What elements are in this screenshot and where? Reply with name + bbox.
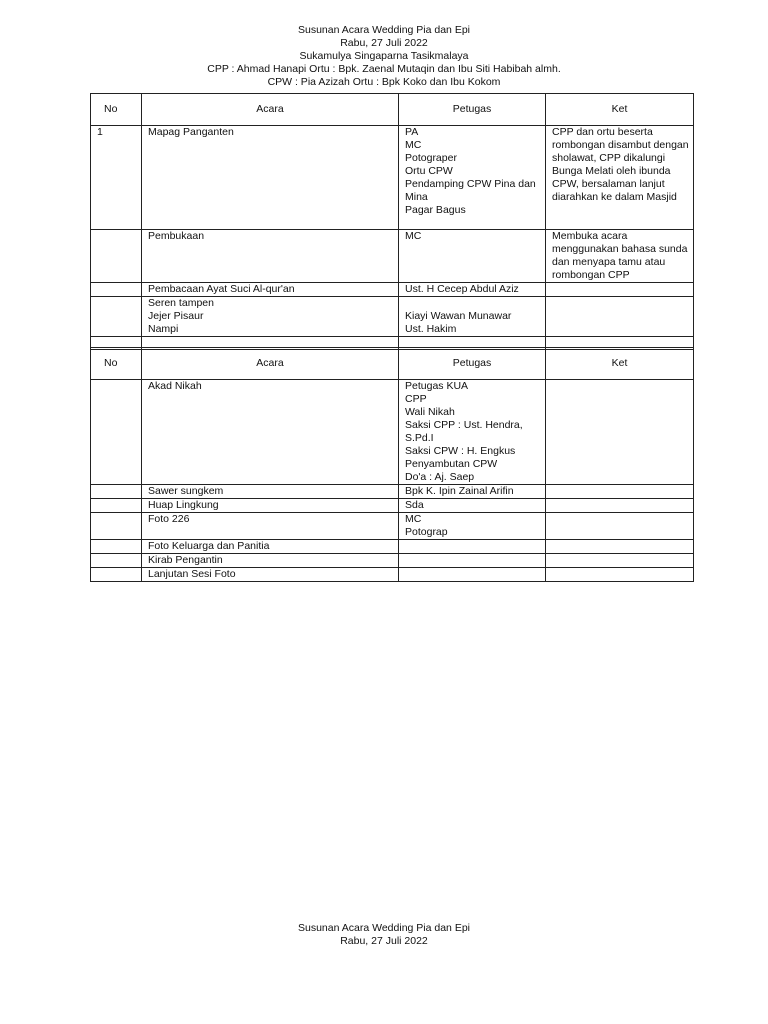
table-row bbox=[91, 126, 694, 230]
cell-no bbox=[91, 380, 142, 485]
cell-acara: Kirab Pengantin bbox=[142, 554, 399, 568]
table-row bbox=[91, 297, 694, 337]
cell-no bbox=[91, 297, 142, 337]
cell-petugas: Petugas KUA CPP Wali Nikah Saksi CPP : Ust. Hendra, S.Pd.I Saksi CPW : H. Engkus Penyambutan CPW Do'a : Aj. Saep bbox=[399, 380, 546, 485]
cell-ket: CPP dan ortu beserta rombongan disambut dengan sholawat, CPP dikalungi Bunga Melati oleh ibunda CPW, bersalaman lanjut diarahkan ke dalam Masjid bbox=[546, 126, 694, 230]
column-header-ket: Ket bbox=[546, 94, 694, 126]
column-header-acara: Acara bbox=[142, 348, 399, 380]
cell-acara: Akad Nikah bbox=[142, 380, 399, 485]
cell-petugas: Sda bbox=[399, 499, 546, 513]
column-header-petugas: Petugas bbox=[399, 94, 546, 126]
cell-petugas: Ust. H Cecep Abdul Aziz bbox=[399, 283, 546, 297]
cell-petugas: PA MC Potograper Ortu CPW Pendamping CPW Pina dan Mina Pagar Bagus bbox=[399, 126, 546, 230]
event-location: Sukamulya Singaparna Tasikmalaya bbox=[299, 50, 469, 62]
document-footer bbox=[0, 922, 768, 948]
table-header-row bbox=[91, 348, 694, 380]
column-header-acara: Acara bbox=[142, 94, 399, 126]
column-header-no: No bbox=[91, 348, 142, 380]
cell-no bbox=[91, 499, 142, 513]
cell-no bbox=[91, 513, 142, 540]
cell-acara: Pembacaan Ayat Suci Al-qur'an bbox=[142, 283, 399, 297]
cell-acara: Lanjutan Sesi Foto bbox=[142, 568, 399, 582]
table-row bbox=[91, 283, 694, 297]
cell-no bbox=[91, 230, 142, 283]
cell-petugas bbox=[399, 554, 546, 568]
cell-ket bbox=[546, 568, 694, 582]
cell-no bbox=[91, 540, 142, 554]
cell-ket bbox=[546, 485, 694, 499]
table-row bbox=[91, 499, 694, 513]
table-row bbox=[91, 485, 694, 499]
table-row bbox=[91, 380, 694, 485]
column-header-ket: Ket bbox=[546, 348, 694, 380]
event-date: Rabu, 27 Juli 2022 bbox=[340, 37, 428, 49]
cell-ket bbox=[546, 554, 694, 568]
cell-ket bbox=[546, 513, 694, 540]
cell-acara: Huap Lingkung bbox=[142, 499, 399, 513]
cell-no bbox=[91, 554, 142, 568]
cell-acara: Mapag Panganten bbox=[142, 126, 399, 230]
column-header-petugas: Petugas bbox=[399, 348, 546, 380]
schedule-table-2 bbox=[90, 347, 694, 582]
column-header-no: No bbox=[91, 94, 142, 126]
cpp-info: CPP : Ahmad Hanapi Ortu : Bpk. Zaenal Mutaqin dan Ibu Siti Habibah almh. bbox=[207, 63, 561, 75]
cell-acara: Pembukaan bbox=[142, 230, 399, 283]
cell-petugas: MC bbox=[399, 230, 546, 283]
table-row bbox=[91, 513, 694, 540]
schedule-table-1 bbox=[90, 93, 694, 350]
footer-title: Susunan Acara Wedding Pia dan Epi bbox=[297, 922, 470, 934]
cell-acara: Sawer sungkem bbox=[142, 485, 399, 499]
table-row bbox=[91, 568, 694, 582]
cell-ket bbox=[546, 297, 694, 337]
cell-petugas: Bpk K. Ipin Zainal Arifin bbox=[399, 485, 546, 499]
table-row bbox=[91, 554, 694, 568]
cell-ket bbox=[546, 540, 694, 554]
table-row bbox=[91, 540, 694, 554]
document-header bbox=[0, 24, 768, 89]
cell-acara: Foto Keluarga dan Panitia bbox=[142, 540, 399, 554]
cell-acara: Foto 226 bbox=[142, 513, 399, 540]
cell-no bbox=[91, 283, 142, 297]
cell-ket bbox=[546, 283, 694, 297]
cell-no: 1 bbox=[91, 126, 142, 230]
cpw-info: CPW : Pia Azizah Ortu : Bpk Koko dan Ibu Kokom bbox=[267, 76, 501, 88]
cell-ket: Membuka acara menggunakan bahasa sunda dan menyapa tamu atau rombongan CPP bbox=[546, 230, 694, 283]
cell-petugas bbox=[399, 540, 546, 554]
cell-petugas: Kiayi Wawan Munawar Ust. Hakim bbox=[399, 297, 546, 337]
cell-ket bbox=[546, 380, 694, 485]
footer-date: Rabu, 27 Juli 2022 bbox=[340, 935, 428, 947]
cell-acara: Seren tampen Jejer Pisaur Nampi bbox=[142, 297, 399, 337]
cell-no bbox=[91, 485, 142, 499]
table-header-row bbox=[91, 94, 694, 126]
cell-petugas bbox=[399, 568, 546, 582]
document-title: Susunan Acara Wedding Pia dan Epi bbox=[297, 24, 470, 36]
table-row bbox=[91, 230, 694, 283]
cell-no bbox=[91, 568, 142, 582]
cell-petugas: MC Potograp bbox=[399, 513, 546, 540]
cell-ket bbox=[546, 499, 694, 513]
